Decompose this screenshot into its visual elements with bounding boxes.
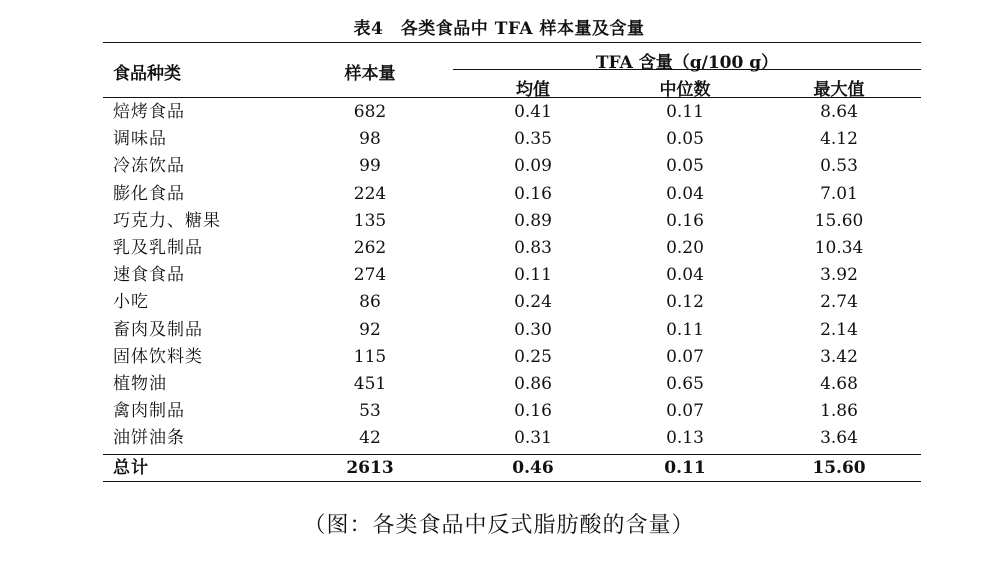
cell-mean: 0.86: [514, 374, 552, 394]
table-title: 表4 各类食品中 TFA 样本量及含量: [353, 19, 645, 39]
cell-median: 0.13: [666, 428, 704, 449]
cell-sample-size: 451: [353, 374, 387, 394]
cell-median: 0.11: [666, 319, 704, 340]
cell-max: 3.64: [820, 428, 858, 449]
table-row: [103, 235, 921, 262]
header-tfa-group: TFA 含量（g/100 g）: [595, 53, 779, 73]
header-bottom-rule: [103, 97, 921, 98]
table-row: [103, 398, 921, 425]
cell-median: 0.65: [666, 374, 704, 394]
cell-median: 0.07: [666, 401, 704, 422]
cell-max: 4.12: [820, 129, 858, 150]
table-row: [103, 425, 921, 452]
cell-sample-size: 262: [353, 238, 387, 258]
cell-sample-size: 53: [359, 401, 381, 422]
cell-median: 0.04: [666, 265, 704, 286]
cell-median: 0.05: [666, 156, 704, 177]
cell-sample-size: 135: [353, 210, 387, 231]
table-row: [103, 317, 921, 344]
cell-category: 巧克力、糖果: [113, 210, 221, 231]
cell-median: 0.05: [666, 129, 704, 150]
total-label: 总计: [113, 458, 149, 478]
cell-category: 油饼油条: [113, 428, 185, 449]
header-group-rule: [453, 69, 921, 70]
cell-sample-size: 682: [353, 102, 387, 122]
total-row: [103, 455, 921, 482]
cell-mean: 0.25: [514, 346, 552, 367]
cell-mean: 0.41: [514, 102, 552, 122]
cell-sample-size: 98: [359, 129, 381, 150]
cell-max: 7.01: [820, 183, 858, 204]
cell-mean: 0.11: [514, 265, 552, 286]
cell-median: 0.07: [666, 346, 704, 367]
table-row: [103, 262, 921, 289]
cell-max: 2.74: [820, 292, 858, 313]
cell-max: 15.60: [814, 210, 864, 231]
cell-category: 畜肉及制品: [113, 319, 203, 340]
cell-max: 3.42: [820, 346, 858, 367]
cell-sample-size: 274: [353, 265, 387, 286]
cell-mean: 0.16: [514, 183, 552, 204]
cell-category: 乳及乳制品: [113, 238, 203, 258]
table-row: [103, 371, 921, 398]
table-row: [103, 153, 921, 180]
table-bottom-rule: [103, 481, 921, 482]
total-max: 15.60: [812, 458, 866, 478]
cell-category: 冷冻饮品: [113, 156, 185, 177]
cell-max: 8.64: [820, 102, 858, 122]
header-mean: 均值: [516, 80, 550, 100]
header-max: 最大值: [813, 80, 865, 100]
cell-mean: 0.83: [514, 238, 552, 258]
cell-category: 速食食品: [113, 265, 185, 286]
cell-sample-size: 86: [359, 292, 381, 313]
cell-sample-size: 99: [359, 156, 381, 177]
cell-category: 小吃: [113, 292, 149, 313]
cell-category: 固体饮料类: [113, 346, 203, 367]
cell-category: 焙烤食品: [113, 102, 185, 122]
cell-max: 10.34: [814, 238, 864, 258]
table-row: [103, 181, 921, 208]
header-sample-size: 样本量: [344, 64, 396, 84]
cell-median: 0.20: [666, 238, 704, 258]
table-row: [103, 126, 921, 153]
cell-category: 膨化食品: [113, 183, 185, 204]
cell-mean: 0.89: [514, 210, 552, 231]
total-sample-size: 2613: [346, 458, 394, 478]
cell-median: 0.12: [666, 292, 704, 313]
table-row: [103, 344, 921, 371]
cell-mean: 0.31: [514, 428, 552, 449]
header-median: 中位数: [659, 80, 711, 100]
cell-max: 1.86: [820, 401, 858, 422]
cell-sample-size: 224: [353, 183, 387, 204]
cell-category: 植物油: [113, 374, 167, 394]
cell-sample-size: 92: [359, 319, 381, 340]
cell-mean: 0.35: [514, 129, 552, 150]
cell-max: 4.68: [820, 374, 858, 394]
cell-median: 0.16: [666, 210, 704, 231]
cell-max: 2.14: [820, 319, 858, 340]
cell-sample-size: 42: [359, 428, 381, 449]
table-top-rule: [103, 42, 921, 43]
total-median: 0.11: [664, 458, 706, 478]
cell-sample-size: 115: [353, 346, 387, 367]
cell-median: 0.11: [666, 102, 704, 122]
cell-median: 0.04: [666, 183, 704, 204]
cell-mean: 0.09: [514, 156, 552, 177]
table-row: [103, 99, 921, 126]
cell-mean: 0.24: [514, 292, 552, 313]
header-category: 食品种类: [113, 64, 181, 84]
cell-category: 调味品: [113, 129, 167, 150]
cell-mean: 0.16: [514, 401, 552, 422]
cell-mean: 0.30: [514, 319, 552, 340]
total-mean: 0.46: [512, 458, 554, 478]
table-row: [103, 289, 921, 316]
cell-max: 3.92: [820, 265, 858, 286]
figure-caption: （图：各类食品中反式脂肪酸的含量）: [303, 513, 695, 538]
cell-max: 0.53: [820, 156, 858, 177]
table-row: [103, 208, 921, 235]
cell-category: 禽肉制品: [113, 401, 185, 422]
